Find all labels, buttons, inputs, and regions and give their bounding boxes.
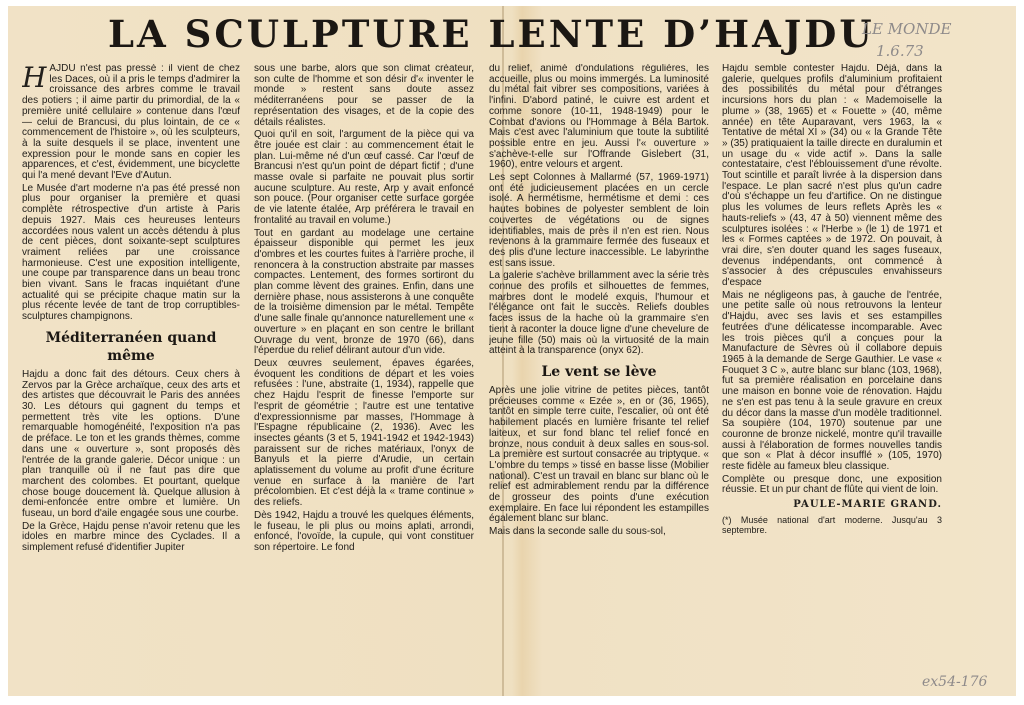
column-1 <box>22 64 240 586</box>
subheading: Le vent se lève <box>541 363 657 380</box>
paragraph: Hajdu a donc fait des détours. Ceux chers à Zervos par la Grèce archaïque, ceux des arts et des artistes que découvrait le Paris des années 30. Les détours qui gagnent du temps et permettent très vite les options. D'une remarquable homogénéité, l'exposition n'a pas de préface. Le ton et les grands thèmes, comme dans une « ouverture », sont proposés dès l'entrée de la grande galerie. Décor unique : un plan tranquille où il ne faut pas dire que marchent des colombes. Et pourtant, quelque chose bouge doucement là. Quelque allusion à demi-enfoncée entre ombre et lumière. Un fuseau, un bord d'aile engagée sous une courbe. <box>22 368 240 520</box>
column-2 <box>254 64 474 594</box>
column-3 <box>489 64 709 594</box>
paragraph: Complète ou presque donc, une exposition réussie. Et un pur chant de flûte qui vient de loin. <box>722 473 942 496</box>
paragraph: Dès 1942, Hajdu a trouvé les quelques éléments, le fuseau, le pli plus ou moins aplati, arrondi, enfoncé, l'ovoïde, la cupule, qui vont constituer son répertoire. Le fond <box>254 509 474 553</box>
paragraph-text: AJDU n'est pas pressé : il vient de chez les Daces, où il a pris le temps d'admirer la croissance des arbres comme le travail des potiers ; il aime partir du primordial, de la « première unité cellulaire » contenue dans l'œuf — celui de Brancusi, du plus lointain, de ce « commencement de l'histoire », où les sculpteurs, à la suite desquels il se place, inventent une expression pour le monde sans en copier les apparences, et c'est, évidemment, une bicyclette qui l'a mené devant l'Eve d'Autun. <box>22 64 240 182</box>
article-title: LA SCULPTURE LENTE D’HAJDU <box>108 12 875 56</box>
paragraph: Tout en gardant au modelage une certaine épaisseur disponible qui permet les jeux d'ombres et les courtes fuites à l'arrière proche, il renoncera à la construction abstraite par masses compactes. Lentement, des formes sortiront du plan comme lèvent des graines. Enfin, dans une dernière phase, nous assisterons à une conquête de la troisième dimension par le métal. Tempête d'une salle finale qu'annonce naturellement une « ouverture » en plaçant en son centre le brillant Ouvrage du vent, bronze de 1970 (66), dans l'éperdue du relief délirant autour d'un vide. <box>254 227 474 357</box>
paragraph: Les sept Colonnes à Mallarmé (57, 1969-1971) ont été judicieusement placées en un cercle isolé. A hermétisme, hermétisme et demi : ces hautes bobines de polyester semblent de loin couvertes de végétations ou de signes identifiables, mais de près il n'en est rien. Nous revenons à la grammaire fermée des fuseaux et des plis d'une lecture inaccessible. Le labyrinthe est sans issue. <box>489 172 709 269</box>
handwritten-source: LE MONDE <box>862 20 952 38</box>
subheading: Méditerranéen quand même <box>45 329 217 364</box>
paragraph: Après une jolie vitrine de petites pièces, tantôt précieuses comme « Ezée », en or (36, 1965), tantôt en simple terre cuite, l'escalier, où ont été habilement placés en lumière frisante tel relief laiteux, et sur fond blanc tel relief foncé en bronze, nous conduit à deux salles en sous-sol. La première est surtout consacrée au triptyque. « L'ombre du temps » tissé en basse lisse (Mobilier national). C'est un travail en blanc sur blanc où le relief est admirablement rendu par la différence de grosseur des points d'une exécution exemplaire. En face lui répondent les estampilles également blanc sur blanc. <box>489 384 709 525</box>
handwritten-reference: ex54-176 <box>922 674 988 690</box>
paragraph: Le Musée d'art moderne n'a pas été pressé non plus pour organiser la première et quasi complète rétrospective d'un artiste à Paris depuis 1927. Mais ces heureuses lenteurs accordées nous valent un accès détendu à plus de cent pièces, dont soixante-sept sculptures vraiment reliées par une croissance harmonieuse. C'est une exposition intelligente, une coupe par transparence dans un beau tronc bien vivant. Sans le fracas inquiétant d'une actualité qui se précipite chaque matin sur la plus récente levée de tant de trop corruptibles- sculptures champignons. <box>22 182 240 323</box>
paragraph: du relief, animé d'ondulations régulières, les accueille, plus ou moins immergés. La luminosité du métal fait vibrer ses compositions, variées à l'infini. D'abord patiné, le cuivre est ardent et comme sonore (10-11, 1948-1949) pour le Combat d'avions ou l'Hommage à Béla Bartok. Mais c'est avec l'aluminium que toute la subtilité possible entre en jeu. Aussi l'« ouverture » s'achève-t-elle sur l'Offrande Gislebert (31, 1960), entre velours et argent. <box>489 64 709 171</box>
paragraph: Hajdu semble contester Hajdu. Déjà, dans la galerie, quelques profils d'aluminium profitaient des possibilités du métal pour d'étranges incursions hors du plan : « Mademoiselle la plume » (38, 1965) et « Fouette » (40, même année) en tête Auparavant, vers 1963, la « Tentative de métal XI » (34) ou « la Grande Tête » (35) pratiquaient la taille directe en duralumin et un usage du « vide actif ». Dans la salle contestataire, c'est l'éblouissement d'une révolte. Tout scintille et paraît livrée à la dispersion dans l'espace. Le plan sacré n'est plus qu'un cadre d'où s'échappe un feu d'artifice. On ne distingue plus les volumes de leurs reflets Après les « hauts-reliefs » (43, 47 à 50) viennent même des sculptures isolées : « l'Herbe » (le 1) de 1971 et les « Formes captées » de 1972. On pouvait, à vrai dire, s'en douter quand les sages fuseaux, devenus indépendants, ont commencé à s'associer à des crépuscules envahisseurs d'espace <box>722 64 942 289</box>
dropcap: H <box>22 64 47 94</box>
handwritten-date: 1.6.73 <box>876 42 924 60</box>
paragraph: Quoi qu'il en soit, l'argument de la pièce qui va être jouée est clair : au commencement était le plan. Lui-même né d'un œuf cassé. Car l'œuf de Brancusi n'est qu'un point de départ fictif ; d'une masse ovale si parfaite ne pouvait plus sortir aucune sculpture. Au reste, Arp y avait enfoncé son pouce. (Pour organiser cette surface gorgée de vie latente étalée, Arp préférera le travail en frontalité au travail en volume.) <box>254 129 474 226</box>
paragraph: La galerie s'achève brillamment avec la série très connue des profils et silhouettes de femmes, marbres dont le modelé exquis, l'humour et l'élégance ont fait le succès. Reliefs doubles faces issus de la hache où la grammaire s'en tient à raconter la douce ligne d'une chevelure de jeune fille (50) mais où la virtuosité de la main atteint à la transparence (onyx 62). <box>489 270 709 357</box>
paragraph: Mais dans la seconde salle du sous-sol, <box>489 526 666 538</box>
paragraph: sous une barbe, alors que son climat créateur, son culte de l'homme et son désir d'« inventer le monde » restent sans doute assez méditerranéens pour se passer de la représentation des visages, et de la copie des détails réalistes. <box>254 64 474 128</box>
paragraph: Deux œuvres seulement, épaves égarées, évoquent les conditions de départ et les voies refusées : l'une, abstraite (1, 1934), rappelle que chez Hajdu l'esprit de finesse l'emporte sur l'esprit de géométrie ; l'autre est une tentative d'expressionnisme par masses, l'Hommage à l'Espagne républicaine (2, 1936). Avec les insectes géants (3 et 5, 1941-1942 et 1942-1943) paraissent sur de riches matériaux, l'onyx de Banyuls et la pierre d'Arudie, un certain aplatissement du volume au profit d'une écriture venue en surface à la manière de l'art précolombien. Et c'est déjà la « trame continue » des reliefs. <box>254 357 474 509</box>
author-signature: PAULE-MARIE GRAND. <box>793 499 942 511</box>
paragraph: Mais ne négligeons pas, à gauche de l'entrée, une petite salle où nous retrouvons la lenteur d'Hajdu, avec ses lavis et ses estampilles feutrées d'une délicatesse incomparable. Avec les trois pièces qu'il a conçues pour la Manufacture de Sèvres où il collabore depuis 1965 à la demande de Serge Gauthier. Le vase « Fouquet 3 C », autre blanc sur blanc (103, 1968), fut sa première réalisation en porcelaine dans une maison en bonne voie de rénovation. Hajdu ne s'en est pas tenu à la seule gravure en creux du décor dans la masse d'un modèle traditionnel. Sa soupière (104, 1970) soutenue par une couronne de bronze nickelé, montre qu'il travaille aussi à l'élaboration de formes nouvelles tandis que son « Plat à décor insufflé » (105, 1970) reste fidèle au fameux bleu classique. <box>722 289 942 473</box>
column-4 <box>722 64 942 609</box>
paragraph: De la Grèce, Hajdu pense n'avoir retenu que les idoles en marbre mince des Cyclades. Il a simplement refusé d'identifier Jupiter <box>22 520 240 554</box>
paragraph <box>22 64 240 182</box>
footnote: (*) Musée national d'art moderne. Jusqu'au 3 septembre. <box>722 514 942 535</box>
